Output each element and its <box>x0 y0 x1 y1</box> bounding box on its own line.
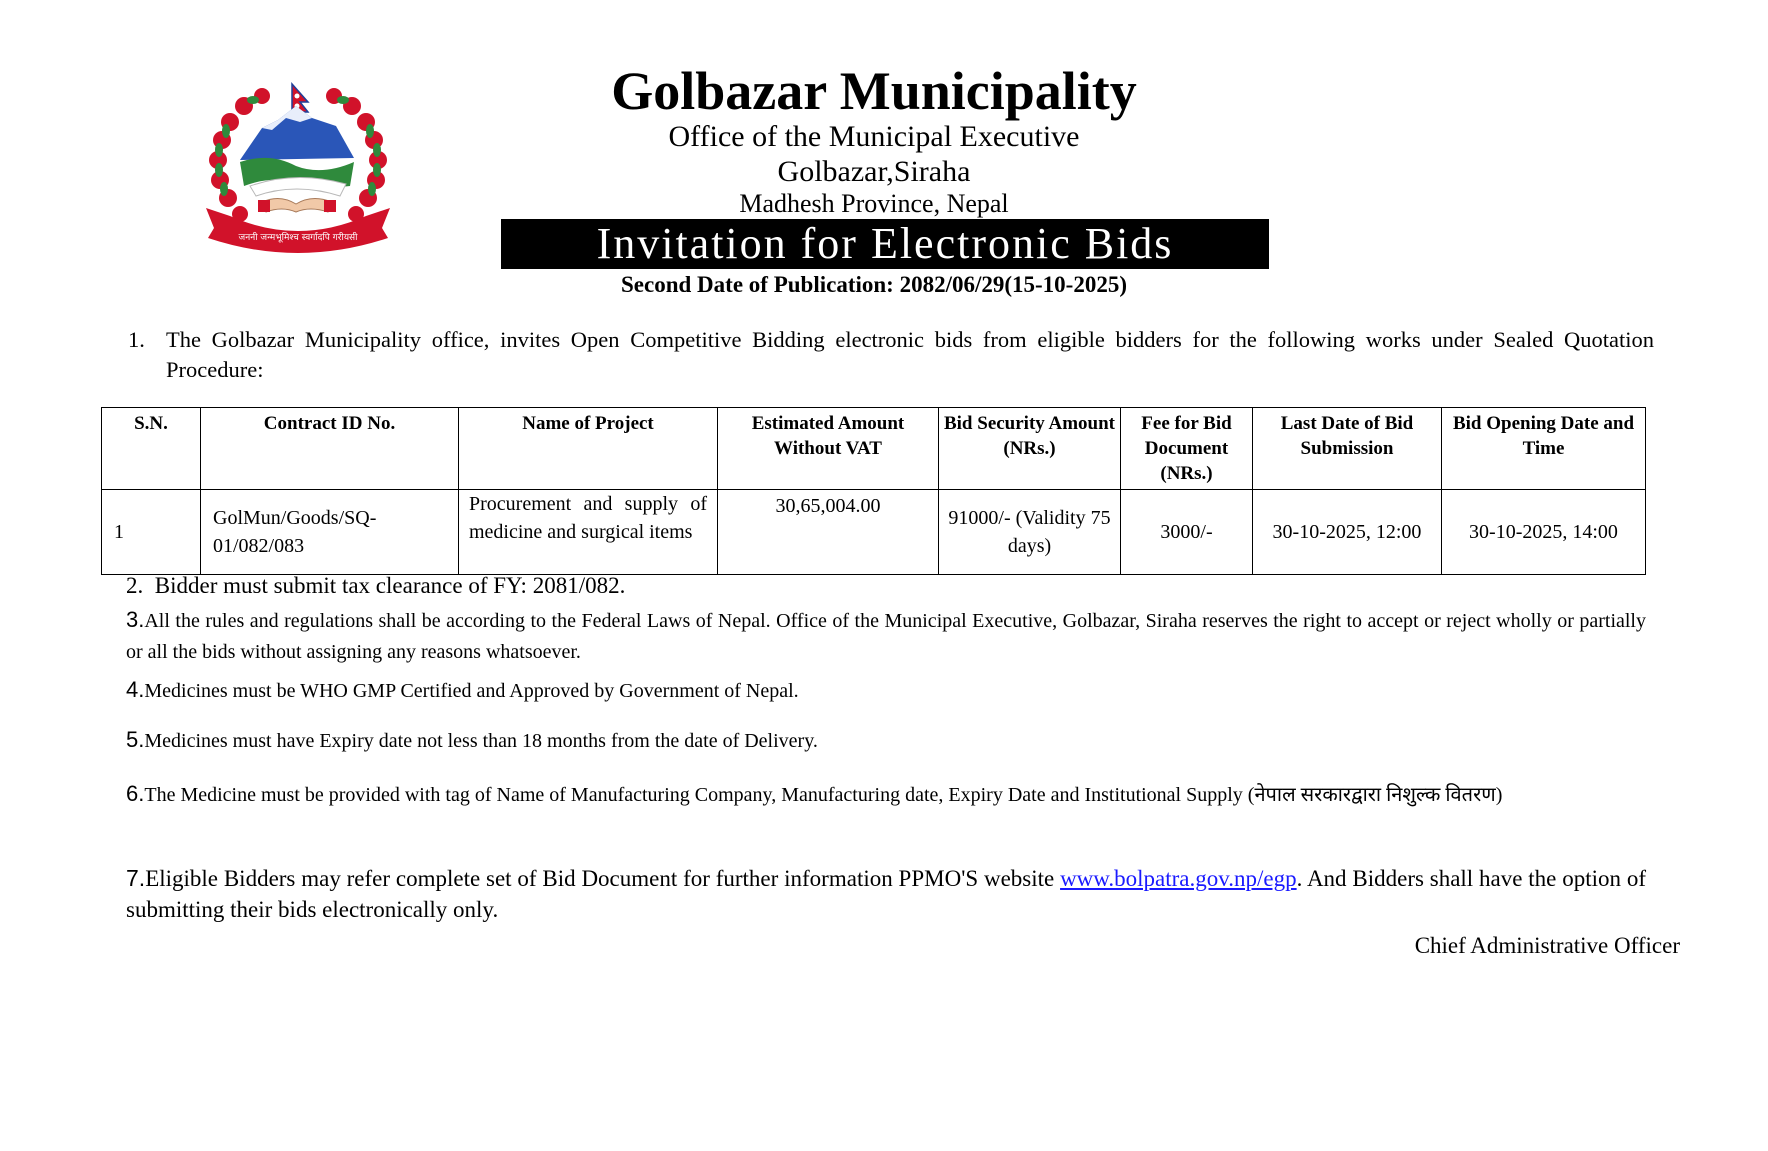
bid-table <box>101 407 1646 575</box>
emblem-ribbon-text: जननी जन्मभूमिश्च स्वर्गादपि गरीयसी <box>238 233 358 243</box>
note-4-text: Medicines must be WHO GMP Certified and Approved by Government of Nepal. <box>144 680 799 702</box>
col-header-estimate: Estimated Amount Without VAT <box>718 408 939 490</box>
col-header-fee: Fee for Bid Document (NRs.) <box>1121 408 1253 490</box>
cell-project: Procurement and supply of medicine and surgical items <box>459 490 718 575</box>
note-3-text: All the rules and regulations shall be according to the Federal Laws of Nepal. Office of the Municipal Executive, Golbazar, Siraha reserves the right to accept or reject wholly or partially or all the bids without assigning any reasons whatsoever. <box>126 610 1646 663</box>
cell-fee: 3000/- <box>1121 490 1253 575</box>
note-3-number: 3. <box>126 607 145 632</box>
col-header-last-date: Last Date of Bid Submission <box>1253 408 1442 490</box>
note-3 <box>126 604 1646 668</box>
col-header-contract-id: Contract ID No. <box>201 408 459 490</box>
signature-title: Chief Administrative Officer <box>1414 933 1680 958</box>
note-7 <box>126 863 1646 925</box>
office-location: Golbazar,Siraha <box>777 155 971 188</box>
bolpatra-website-link[interactable]: www.bolpatra.gov.np/egp <box>1060 866 1297 891</box>
note-7-number: 7. <box>126 865 146 891</box>
intro-number: 1. <box>128 327 145 352</box>
cell-last-date: 30-10-2025, 12:00 <box>1253 490 1442 575</box>
office-name: Office of the Municipal Executive <box>668 120 1080 153</box>
municipality-title: Golbazar Municipality <box>611 61 1137 121</box>
note-4 <box>126 677 1646 703</box>
note-2-number: 2. <box>126 573 144 598</box>
cell-estimate: 30,65,004.00 <box>718 490 939 575</box>
cell-bid-security: 91000/- (Validity 75 days) <box>939 490 1121 575</box>
note-4-number: 4. <box>126 677 145 702</box>
col-header-opening: Bid Opening Date and Time <box>1442 408 1646 490</box>
publication-date: Second Date of Publication: 2082/06/29(15-10-2025) <box>621 272 1127 297</box>
note-5-text: Medicines must have Expiry date not less than 18 months from the date of Delivery. <box>144 730 818 752</box>
intro-paragraph: The Golbazar Municipality office, invites Open Competitive Bidding electronic bids from eligible bidders for the following works under Sealed Quotation Procedure: <box>166 327 1654 382</box>
cell-sn: 1 <box>102 490 201 575</box>
table-header-row <box>102 408 1646 490</box>
col-header-project: Name of Project <box>459 408 718 490</box>
note-6-text: The Medicine must be provided with tag of Name of Manufacturing Company, Manufacturing date, Expiry Date and Institutional Supply (नेपाल सरकारद्वारा निशुल्क वितरण) <box>144 784 1503 806</box>
province-name: Madhesh Province, Nepal <box>739 189 1009 218</box>
note-7-text: Eligible Bidders may refer complete set of Bid Document for further information PPMO'S website <box>145 866 1061 891</box>
note-2 <box>126 573 1646 599</box>
note-6 <box>126 777 1646 812</box>
note-5 <box>126 727 1646 753</box>
invitation-banner: Invitation for Electronic Bids <box>501 219 1269 269</box>
col-header-bid-security: Bid Security Amount (NRs.) <box>939 408 1121 490</box>
col-header-sn: S.N. <box>102 408 201 490</box>
table-row <box>102 490 1646 575</box>
note-6-number: 6. <box>126 781 145 806</box>
cell-opening: 30-10-2025, 14:00 <box>1442 490 1646 575</box>
note-5-number: 5. <box>126 727 145 752</box>
cell-contract-id: GolMun/Goods/SQ-01/082/083 <box>201 490 459 575</box>
note-2-text: Bidder must submit tax clearance of FY: 2081/082. <box>154 573 626 598</box>
note-7-text-end: . And Bidders shall have the option of submitting their bids electronically only. <box>126 866 1646 922</box>
